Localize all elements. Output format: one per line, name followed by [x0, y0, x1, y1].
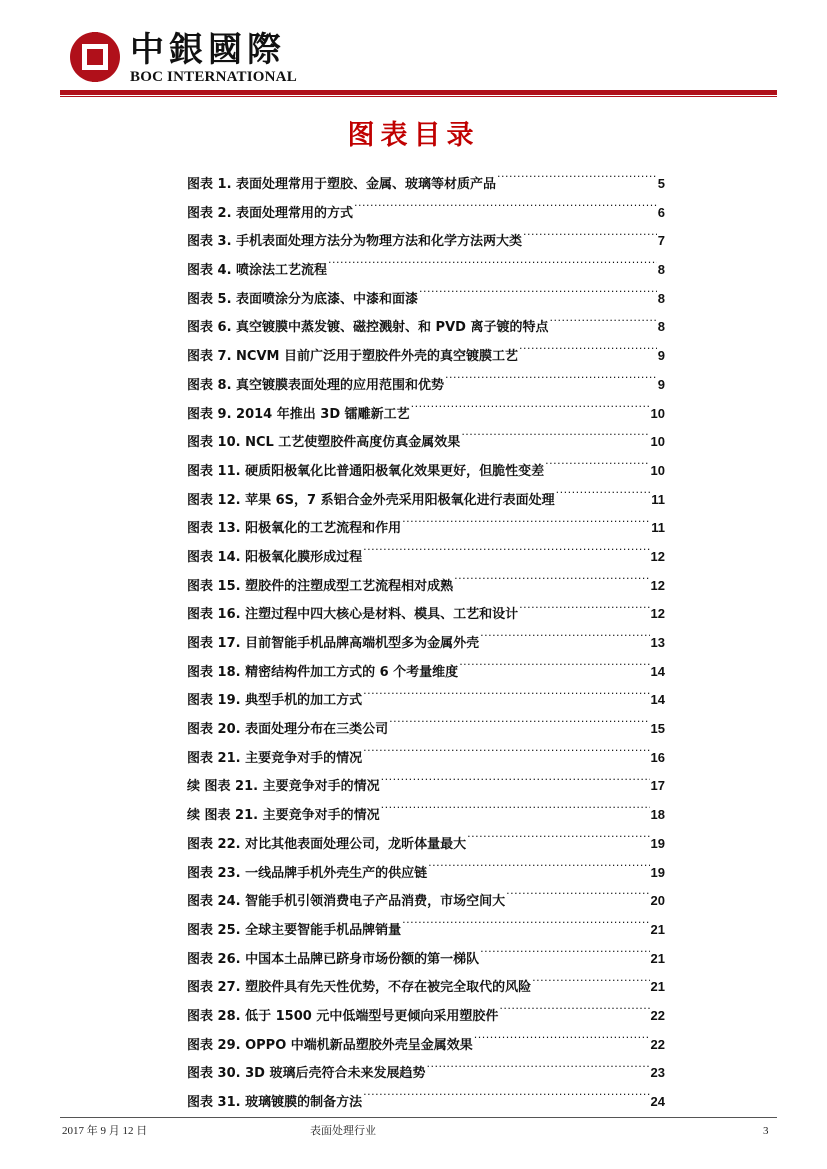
toc-dot-leader: [445, 373, 657, 389]
toc-dot-leader: [459, 660, 649, 676]
page-title: 图表目录: [347, 120, 480, 151]
toc-dot-leader: [467, 832, 649, 848]
toc-dot-leader: [497, 172, 657, 188]
toc-entry-label: 图表 1. 表面处理常用于塑胶、金属、玻璃等材质产品: [187, 177, 497, 192]
toc-entry-label: 图表 29. OPPO 中端机新品塑胶外壳呈金属效果: [187, 1037, 473, 1053]
toc-entry-page: 18: [650, 807, 665, 823]
toc-entry-page: 14: [650, 663, 665, 679]
toc-dot-leader: [454, 574, 649, 590]
toc-entry-label: 图表 28. 低于 1500 元中低端型号更倾向采用塑胶件: [187, 1008, 499, 1024]
toc-entry-label: 续 图表 21. 主要竞争对手的情况: [187, 779, 380, 795]
toc-entry[interactable]: [187, 543, 665, 572]
toc-entry-page: 10: [650, 462, 665, 478]
toc-entry-page: 14: [650, 692, 665, 708]
toc-entry[interactable]: [187, 801, 665, 830]
toc-entry[interactable]: [187, 772, 665, 801]
toc-entry-page: 8: [657, 262, 665, 278]
toc-dot-leader: [506, 889, 649, 905]
toc-entry-label: 图表 2. 表面处理常用的方式: [187, 205, 354, 221]
toc-entry-label: 图表 20. 表面处理分布在三类公司: [187, 722, 389, 738]
toc-entry[interactable]: [187, 342, 665, 371]
table-of-figures: [187, 170, 665, 1117]
toc-dot-leader: [545, 459, 649, 475]
toc-entry[interactable]: [187, 686, 665, 715]
toc-entry[interactable]: [187, 514, 665, 543]
toc-entry-page: 9: [657, 348, 665, 364]
toc-dot-leader: [363, 688, 649, 704]
toc-entry[interactable]: [187, 887, 665, 916]
toc-entry-page: 22: [650, 1036, 665, 1052]
toc-entry-label: 图表 16. 注塑过程中四大核心是材料、模具、工艺和设计: [187, 607, 519, 623]
toc-entry-page: 8: [657, 319, 665, 335]
toc-dot-leader: [411, 402, 650, 418]
toc-dot-leader: [363, 746, 649, 762]
toc-entry-label: 图表 4. 喷涂法工艺流程: [187, 263, 328, 279]
toc-entry-page: 10: [650, 434, 665, 450]
toc-entry[interactable]: [187, 457, 665, 486]
toc-entry-page: 24: [650, 1094, 665, 1109]
toc-entry-page: 19: [650, 864, 665, 880]
toc-entry[interactable]: [187, 658, 665, 687]
toc-entry-page: 19: [650, 835, 665, 851]
toc-entry[interactable]: [187, 1002, 665, 1031]
toc-entry-label: 图表 18. 精密结构件加工方式的 6 个考量维度: [187, 664, 459, 680]
toc-entry-page: 12: [650, 548, 665, 564]
toc-entry-label: 图表 27. 塑胶件具有先天性优势，不存在被完全取代的风险: [187, 980, 532, 996]
toc-dot-leader: [389, 717, 649, 733]
toc-entry-label: 图表 9. 2014 年推出 3D 镭雕新工艺: [187, 406, 410, 422]
toc-entry[interactable]: [187, 256, 665, 285]
toc-entry-label: 图表 22. 对比其他表面处理公司，龙昕体量最大: [187, 836, 467, 852]
footer-topic: 表面处理行业: [310, 1124, 376, 1137]
toc-entry-label: 图表 7. NCVM 目前广泛用于塑胶件外壳的真空镀膜工艺: [187, 349, 518, 365]
toc-entry[interactable]: [187, 830, 665, 859]
toc-entry-page: 10: [650, 405, 665, 421]
page-header: [0, 0, 827, 100]
toc-dot-leader: [426, 1061, 649, 1077]
toc-entry-page: 11: [651, 520, 665, 536]
toc-entry-page: 7: [657, 233, 665, 249]
toc-dot-leader: [381, 803, 650, 819]
toc-dot-leader: [354, 201, 657, 217]
toc-entry-page: 6: [657, 204, 665, 220]
toc-dot-leader: [519, 602, 649, 618]
toc-dot-leader: [402, 918, 649, 934]
toc-entry-label: 图表 30. 3D 玻璃后壳符合未来发展趋势: [187, 1066, 426, 1082]
toc-dot-leader: [499, 1004, 649, 1020]
toc-entry-label: 图表 31. 玻璃镀膜的制备方法: [187, 1095, 363, 1110]
toc-dot-leader: [519, 344, 657, 360]
toc-entry-page: 21: [650, 979, 665, 995]
toc-dot-leader: [556, 488, 651, 504]
toc-entry[interactable]: [187, 916, 665, 945]
toc-entry-label: 图表 15. 塑胶件的注塑成型工艺流程相对成熟: [187, 578, 454, 594]
toc-entry-page: 22: [650, 1007, 665, 1023]
toc-entry-label: 图表 13. 阳极氧化的工艺流程和作用: [187, 521, 402, 537]
toc-dot-leader: [419, 287, 657, 303]
toc-entry-label: 图表 5. 表面喷涂分为底漆、中漆和面漆: [187, 291, 419, 307]
toc-entry-page: 5: [657, 176, 665, 191]
toc-dot-leader: [381, 774, 650, 790]
toc-entry-page: 16: [650, 749, 665, 765]
toc-entry[interactable]: [187, 572, 665, 601]
toc-entry-label: 图表 12. 苹果 6S，7 系铝合金外壳采用阳极氧化进行表面处理: [187, 492, 555, 508]
toc-entry[interactable]: [187, 1088, 665, 1117]
footer-divider: [60, 1117, 777, 1118]
toc-entry[interactable]: [187, 400, 665, 429]
toc-dot-leader: [480, 947, 649, 963]
toc-entry-label: 图表 26. 中国本土品牌已跻身市场份额的第一梯队: [187, 951, 480, 967]
toc-entry-label: 图表 6. 真空镀膜中蒸发镀、磁控溅射、和 PVD 离子镀的特点: [187, 320, 549, 336]
toc-entry-page: 23: [650, 1065, 665, 1081]
toc-entry-page: 9: [657, 376, 665, 392]
header-divider-thin: [60, 96, 777, 97]
toc-entry[interactable]: [187, 199, 665, 228]
toc-entry-label: 图表 14. 阳极氧化膜形成过程: [187, 549, 363, 565]
toc-dot-leader: [428, 861, 649, 877]
toc-dot-leader: [461, 430, 649, 446]
brand-name-cn: 中銀國際: [130, 30, 286, 70]
toc-entry-label: 图表 10. NCL 工艺使塑胶件高度仿真金属效果: [187, 435, 461, 451]
toc-entry-label: 图表 8. 真空镀膜表面处理的应用范围和优势: [187, 377, 445, 393]
toc-entry-page: 17: [650, 778, 665, 794]
toc-entry-label: 图表 25. 全球主要智能手机品牌销量: [187, 922, 402, 938]
toc-entry-page: 12: [650, 577, 665, 593]
toc-dot-leader: [480, 631, 649, 647]
toc-dot-leader: [363, 1090, 649, 1106]
toc-entry[interactable]: [187, 170, 665, 199]
toc-dot-leader: [523, 229, 657, 245]
toc-entry[interactable]: [187, 428, 665, 457]
boc-logo-icon: [68, 30, 122, 84]
toc-entry-page: 15: [650, 721, 665, 737]
toc-entry[interactable]: [187, 486, 665, 515]
toc-entry-label: 图表 24. 智能手机引领消费电子产品消费，市场空间大: [187, 894, 506, 910]
toc-dot-leader: [402, 516, 650, 532]
toc-entry[interactable]: [187, 1031, 665, 1060]
toc-entry-page: 11: [651, 491, 665, 507]
toc-entry-label: 图表 23. 一线品牌手机外壳生产的供应链: [187, 865, 428, 881]
toc-entry[interactable]: [187, 285, 665, 314]
footer-date: 2017 年 9 月 12 日: [62, 1125, 148, 1137]
toc-entry-page: 12: [650, 606, 665, 622]
toc-entry[interactable]: [187, 600, 665, 629]
footer-page-number: 3: [763, 1125, 769, 1137]
toc-entry[interactable]: [187, 945, 665, 974]
toc-dot-leader: [474, 1033, 650, 1049]
toc-entry[interactable]: [187, 973, 665, 1002]
toc-entry-page: 21: [650, 921, 665, 937]
header-divider: [60, 90, 777, 95]
toc-entry-page: 20: [650, 893, 665, 909]
toc-entry-label: 图表 21. 主要竞争对手的情况: [187, 750, 363, 766]
toc-entry-label: 图表 11. 硬质阳极氧化比普通阳极氧化效果更好，但脆性变差: [187, 463, 545, 479]
toc-entry[interactable]: [187, 1059, 665, 1088]
toc-entry-page: 13: [650, 635, 665, 650]
brand-name-en: BOC INTERNATIONAL: [130, 69, 297, 85]
toc-entry[interactable]: [187, 715, 665, 744]
toc-entry-label: 续 图表 21. 主要竞争对手的情况: [187, 808, 380, 824]
toc-entry[interactable]: [187, 313, 665, 342]
toc-dot-leader: [328, 258, 657, 274]
toc-entry-page: 8: [657, 290, 665, 306]
toc-entry[interactable]: [187, 629, 665, 658]
toc-dot-leader: [532, 975, 649, 991]
toc-entry-label: 图表 19. 典型手机的加工方式: [187, 693, 363, 709]
toc-entry-page: 21: [650, 950, 665, 966]
toc-dot-leader: [363, 545, 649, 561]
toc-entry[interactable]: [187, 859, 665, 888]
toc-entry[interactable]: [187, 227, 665, 256]
toc-entry-label: 图表 17. 目前智能手机品牌高端机型多为金属外壳: [187, 636, 480, 651]
toc-entry[interactable]: [187, 371, 665, 400]
toc-entry-label: 图表 3. 手机表面处理方法分为物理方法和化学方法两大类: [187, 234, 523, 250]
toc-entry[interactable]: [187, 744, 665, 773]
toc-dot-leader: [549, 315, 656, 331]
